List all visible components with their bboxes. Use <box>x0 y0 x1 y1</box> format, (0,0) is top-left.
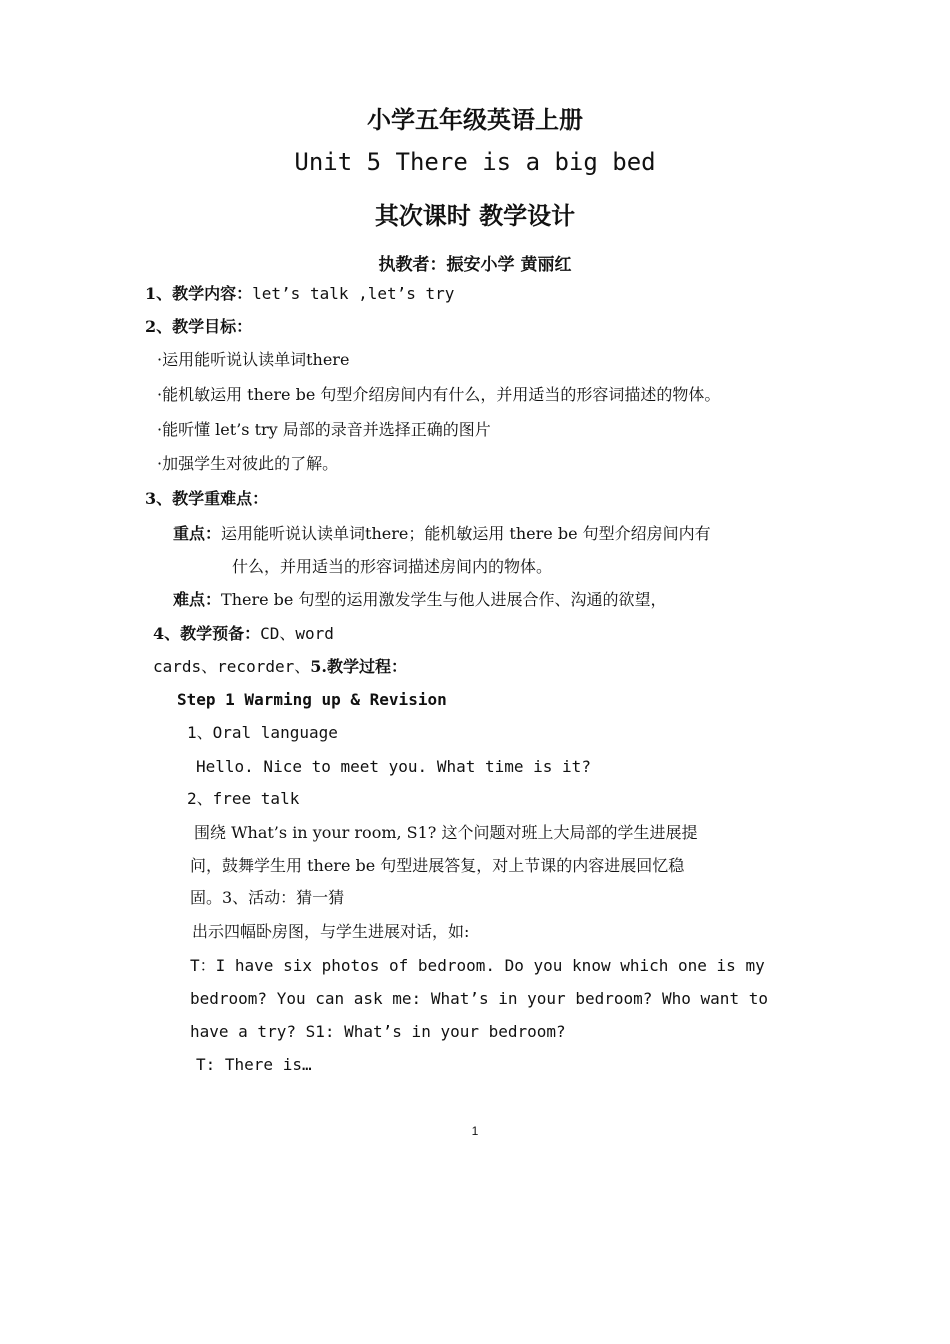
goal-item: ·加强学生对彼此的了解。 <box>157 454 339 473</box>
section-preparation <box>153 624 334 644</box>
goal-item: ·能机敏运用 there be 句型介绍房间内有什么，并用适当的形容词描述的物体。 <box>157 385 721 404</box>
difficulty-line <box>173 590 666 610</box>
oral-language-label: 1、Oral language <box>187 723 338 742</box>
free-talk-label: 2、free talk <box>187 789 300 808</box>
dialogue-line: T：I have six photos of bedroom. Do you know which one is my <box>190 956 765 975</box>
key-point-text: 运用能听说认读单词there；能机敏运用 there be 句型介绍房间内有 <box>221 524 711 543</box>
preparation-continuation <box>153 657 407 677</box>
title-grade: 小学五年级英语上册 <box>367 105 583 134</box>
preparation-text-2: cards、recorder、 <box>153 657 311 676</box>
section-content-label: 1、教学内容： <box>145 284 253 303</box>
activity-text: 出示四幅卧房图，与学生进展对话，如: <box>192 922 470 941</box>
section-content <box>145 284 454 304</box>
difficulty-text: There be 句型的运用激发学生与他人进展合作、沟通的欲望， <box>221 590 667 609</box>
free-talk-text: 围绕 What’s in your room, S1? 这个问题对班上大局部的学生进展提 <box>194 823 698 842</box>
free-talk-text: 固。3、活动：猜一猜 <box>190 888 345 907</box>
dialogue-line: T: There is… <box>196 1055 312 1074</box>
goal-item: ·运用能听说认读单词there <box>157 350 350 369</box>
title-lesson: 其次课时 教学设计 <box>374 201 576 230</box>
section-content-text: let’s talk ,let’s try <box>252 284 455 303</box>
dialogue-line: have a try? S1: What’s in your bedroom? <box>190 1022 566 1041</box>
section-process-label: 5.教学过程： <box>310 657 407 676</box>
step-heading: Step 1 Warming up & Revision <box>177 690 447 709</box>
section-keypoints-label: 3、教学重难点： <box>145 489 269 508</box>
key-point-label: 重点： <box>173 524 222 543</box>
free-talk-text: 问，鼓舞学生用 there be 句型进展答复，对上节课的内容进展回忆稳 <box>190 856 685 875</box>
oral-language-text: Hello. Nice to meet you. What time is it? <box>196 757 591 776</box>
title-unit: Unit 5 There is a big bed <box>294 148 656 176</box>
page-number: 1 <box>471 1124 479 1138</box>
dialogue-line: bedroom? You can ask me: What’s in your bedroom? Who want to <box>190 989 768 1008</box>
preparation-text: CD、word <box>260 624 334 643</box>
section-goals-label: 2、教学目标： <box>145 317 253 336</box>
key-point-continuation: 什么，并用适当的形容词描述房间内的物体。 <box>232 557 553 576</box>
goal-item: ·能听懂 let’s try 局部的录音并选择正确的图片 <box>157 420 491 439</box>
author-line: 执教者：振安小学 黄丽红 <box>378 255 572 275</box>
difficulty-label: 难点： <box>173 590 222 609</box>
key-point-line <box>173 524 711 544</box>
section-preparation-label: 4、教学预备： <box>153 624 261 643</box>
